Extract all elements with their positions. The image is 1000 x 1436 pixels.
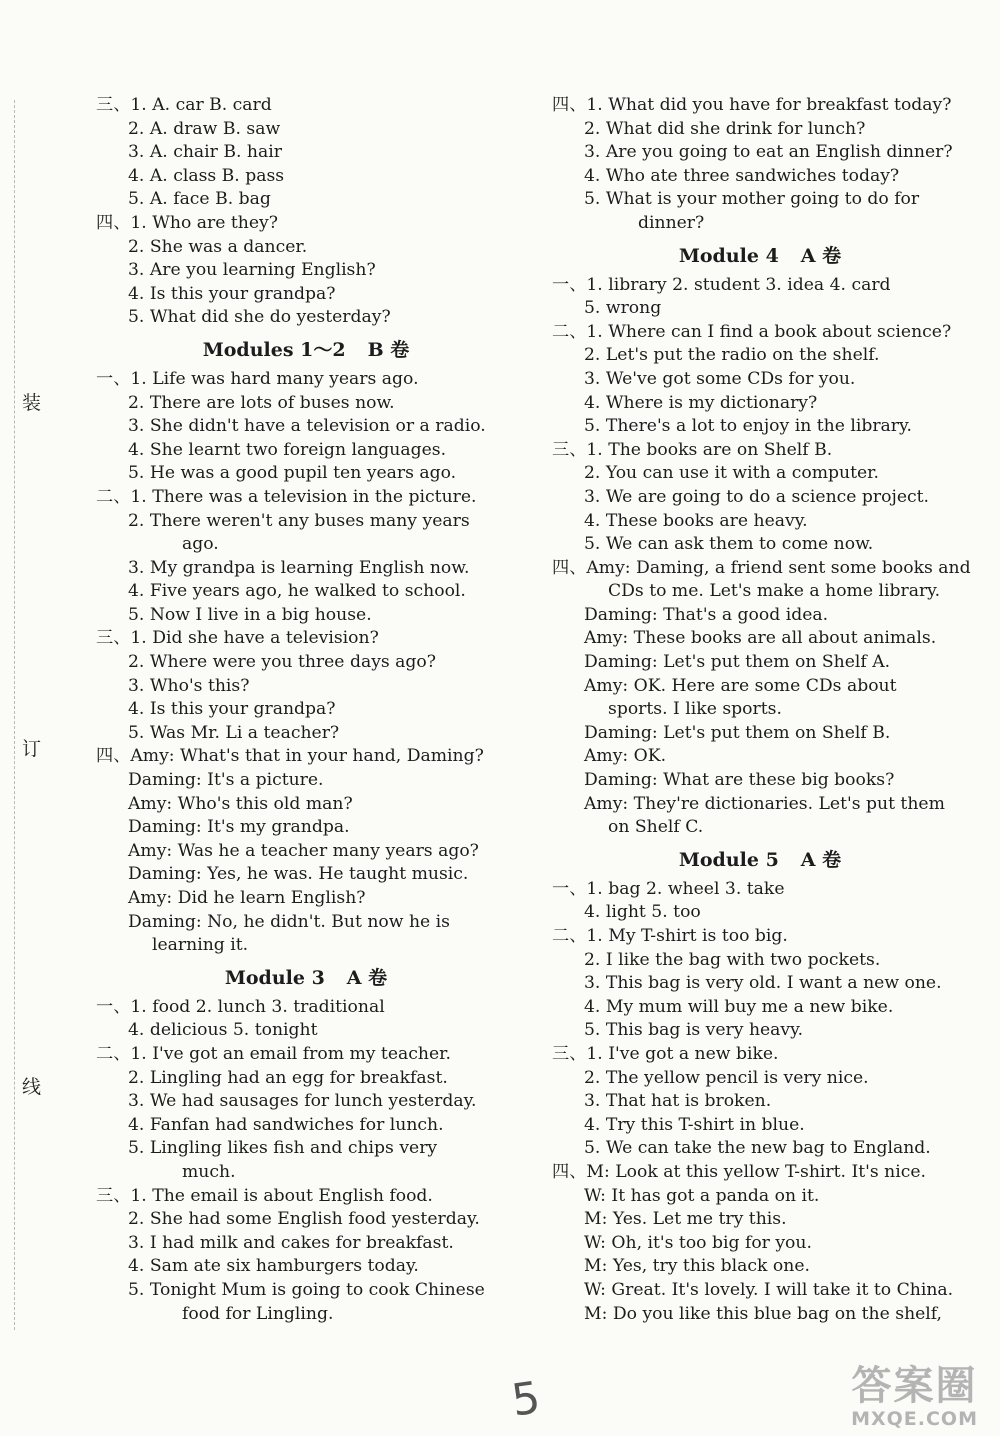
section-heading-paper: B 卷	[367, 338, 410, 361]
answer-line: sports. I like sports.	[608, 699, 782, 720]
binding-char-xian: 线	[22, 1076, 42, 1098]
answer-line: Amy: They're dictionaries. Let's put them	[584, 793, 945, 814]
answer-line: 二、1. There was a television in the picture.	[96, 486, 477, 507]
answer-line: M: Yes, try this black one.	[584, 1256, 810, 1277]
answer-line: 5. wrong	[584, 298, 662, 319]
answer-line: 5. What did she do yesterday?	[128, 307, 391, 328]
answer-line: 2. You can use it with a computer.	[584, 463, 879, 484]
section-heading	[552, 244, 968, 268]
answer-line: 四、M: Look at this yellow T-shirt. It's nice.	[552, 1161, 927, 1182]
answer-line: 5. What is your mother going to do for	[584, 189, 920, 210]
answer-line: ago.	[182, 534, 219, 555]
answer-line: Amy: Was he a teacher many years ago?	[128, 840, 479, 861]
answer-line: W: It has got a panda on it.	[584, 1185, 820, 1206]
answer-line: 四、1. Who are they?	[96, 212, 278, 233]
answer-line: 5. A. face B. bag	[128, 189, 271, 210]
page-number-mark: 5	[508, 1372, 544, 1427]
answer-line: 三、1. Did she have a television?	[96, 628, 379, 649]
answer-line: Daming: Yes, he was. He taught music.	[128, 864, 469, 885]
answer-line: food for Lingling.	[182, 1303, 334, 1324]
answer-line: 5. Tonight Mum is going to cook Chinese	[128, 1279, 485, 1300]
answer-line: 3. We've got some CDs for you.	[584, 368, 856, 389]
answer-line: Amy: Did he learn English?	[128, 888, 366, 908]
answer-line: 2. There weren't any buses many years	[128, 510, 470, 531]
answer-line: 5. There's a lot to enjoy in the library.	[584, 416, 912, 437]
answer-line: 4. These books are heavy.	[584, 510, 808, 531]
answer-line: Daming: It's a picture.	[128, 770, 324, 791]
answer-line: learning it.	[152, 935, 249, 956]
answer-line: Daming: That's a good idea.	[584, 604, 829, 625]
answer-line: 一、1. library 2. student 3. idea 4. card	[552, 274, 891, 295]
answer-line: 2. She was a dancer.	[128, 236, 308, 257]
answer-line: 3. Are you going to eat an English dinner?	[584, 142, 953, 163]
watermark-logo-text: 答案圈	[851, 1363, 978, 1409]
right-column	[552, 94, 971, 1326]
answer-line: 2. Let's put the radio on the shelf.	[584, 345, 880, 366]
answer-line: Daming: Let's put them on Shelf A.	[584, 652, 891, 673]
watermark-url: MXQE.COM	[851, 1408, 978, 1430]
binding-char-zhuang: 装	[22, 392, 42, 414]
answer-line: Amy: These books are all about animals.	[584, 628, 937, 649]
answer-line: 4. delicious 5. tonight	[128, 1020, 318, 1041]
answer-line: 3. She didn't have a television or a radio.	[128, 416, 486, 437]
answer-line: Daming: It's my grandpa.	[128, 817, 350, 838]
answer-line: 三、1. The books are on Shelf B.	[552, 439, 833, 460]
section-heading	[96, 338, 516, 362]
answer-line: 四、Amy: What's that in your hand, Daming?	[96, 746, 484, 767]
answer-line: 2. There are lots of buses now.	[128, 392, 395, 413]
section-heading-paper: A 卷	[800, 244, 842, 267]
answer-line: 一、1. food 2. lunch 3. traditional	[96, 996, 385, 1017]
answer-line: 三、1. The email is about English food.	[96, 1185, 433, 1206]
answer-line: Amy: OK. Here are some CDs about	[584, 675, 897, 696]
answer-line: Daming: No, he didn't. But now he is	[128, 911, 450, 932]
answer-line: 4. A. class B. pass	[128, 165, 285, 186]
answer-line: 4. My mum will buy me a new bike.	[584, 996, 894, 1017]
answer-line: 四、Amy: Daming, a friend sent some books and	[552, 557, 971, 578]
answer-line: 5. We can take the new bag to England.	[584, 1138, 931, 1159]
answer-line: 3. We had sausages for lunch yesterday.	[128, 1091, 477, 1112]
answer-line: 一、1. Life was hard many years ago.	[96, 368, 419, 389]
answer-line: W: Oh, it's too big for you.	[584, 1232, 812, 1253]
answer-line: 2. Lingling had an egg for breakfast.	[128, 1067, 448, 1088]
section-heading-paper: A 卷	[800, 848, 842, 871]
section-heading-module: Module 5	[678, 848, 779, 871]
answer-line: 4. Is this your grandpa?	[128, 283, 336, 304]
answer-line: 二、1. Where can I find a book about science?	[552, 321, 952, 342]
answer-line: Daming: What are these big books?	[584, 770, 895, 791]
answer-line: 三、1. I've got a new bike.	[552, 1043, 779, 1064]
answer-line: 4. Five years ago, he walked to school.	[128, 581, 466, 602]
answer-line: 4. Is this your grandpa?	[128, 699, 336, 720]
section-heading	[552, 848, 968, 872]
answer-line: M: Yes. Let me try this.	[584, 1209, 787, 1230]
binding-char-ding: 订	[22, 738, 42, 760]
answer-line: 4. Who ate three sandwiches today?	[584, 165, 900, 186]
answer-line: 3. That hat is broken.	[584, 1091, 772, 1112]
answer-line: much.	[182, 1161, 236, 1182]
answer-line: 三、1. A. car B. card	[96, 95, 272, 115]
answer-line: 5. He was a good pupil ten years ago.	[128, 463, 457, 484]
answer-line: 5. Now I live in a big house.	[128, 604, 372, 625]
answer-line: 4. Try this T-shirt in blue.	[584, 1114, 805, 1135]
answer-line: 4. Sam ate six hamburgers today.	[128, 1256, 419, 1277]
answer-line: 2. She had some English food yesterday.	[128, 1209, 480, 1230]
answer-line: 3. I had milk and cakes for breakfast.	[128, 1232, 454, 1253]
answer-line: 二、1. My T-shirt is too big.	[552, 926, 788, 946]
section-heading	[96, 966, 516, 990]
answer-line: CDs to me. Let's make a home library.	[608, 581, 941, 602]
answer-line: 3. We are going to do a science project.	[584, 486, 929, 507]
section-heading-module: Modules 1～2	[202, 338, 346, 361]
binding-dashed-line	[14, 100, 15, 1330]
answer-line: 四、1. What did you have for breakfast today?	[552, 95, 952, 115]
answer-line: M: Do you like this blue bag on the shelf,	[584, 1303, 943, 1324]
section-heading-paper: A 卷	[346, 966, 388, 989]
answer-line: 3. Who's this?	[128, 675, 250, 696]
answer-line: on Shelf C.	[608, 817, 704, 838]
answer-line: 4. Fanfan had sandwiches for lunch.	[128, 1114, 444, 1135]
answer-line: 5. Lingling likes fish and chips very	[128, 1138, 438, 1159]
answer-line: 二、1. I've got an email from my teacher.	[96, 1043, 451, 1064]
answer-line: 3. Are you learning English?	[128, 260, 376, 281]
section-heading-module: Module 3	[224, 966, 325, 989]
answer-line: Amy: Who's this old man?	[128, 793, 353, 814]
answer-line: 2. Where were you three days ago?	[128, 652, 436, 673]
answer-line: 5. Was Mr. Li a teacher?	[128, 722, 340, 743]
left-column	[96, 94, 516, 1326]
answer-line: Daming: Let's put them on Shelf B.	[584, 722, 891, 743]
section-heading-module: Module 4	[678, 244, 779, 267]
answer-line: dinner?	[638, 212, 705, 233]
answer-line: 5. We can ask them to come now.	[584, 534, 874, 555]
answer-line: 2. What did she drink for lunch?	[584, 118, 866, 139]
answer-line: 5. This bag is very heavy.	[584, 1020, 804, 1041]
answer-line: 一、1. bag 2. wheel 3. take	[552, 878, 785, 899]
answer-line: 4. She learnt two foreign languages.	[128, 439, 447, 460]
answer-line: W: Great. It's lovely. I will take it to China.	[584, 1279, 954, 1300]
answer-line: Amy: OK.	[584, 746, 667, 767]
watermark	[851, 1364, 978, 1430]
answer-line: 4. Where is my dictionary?	[584, 392, 818, 413]
answer-line: 4. light 5. too	[584, 902, 701, 923]
answer-line: 2. The yellow pencil is very nice.	[584, 1067, 869, 1088]
answer-line: 3. My grandpa is learning English now.	[128, 557, 470, 578]
answer-line: 2. I like the bag with two pockets.	[584, 949, 881, 970]
answer-line: 3. A. chair B. hair	[128, 142, 282, 163]
answer-line: 2. A. draw B. saw	[128, 118, 281, 139]
answer-line: 3. This bag is very old. I want a new one.	[584, 973, 942, 994]
